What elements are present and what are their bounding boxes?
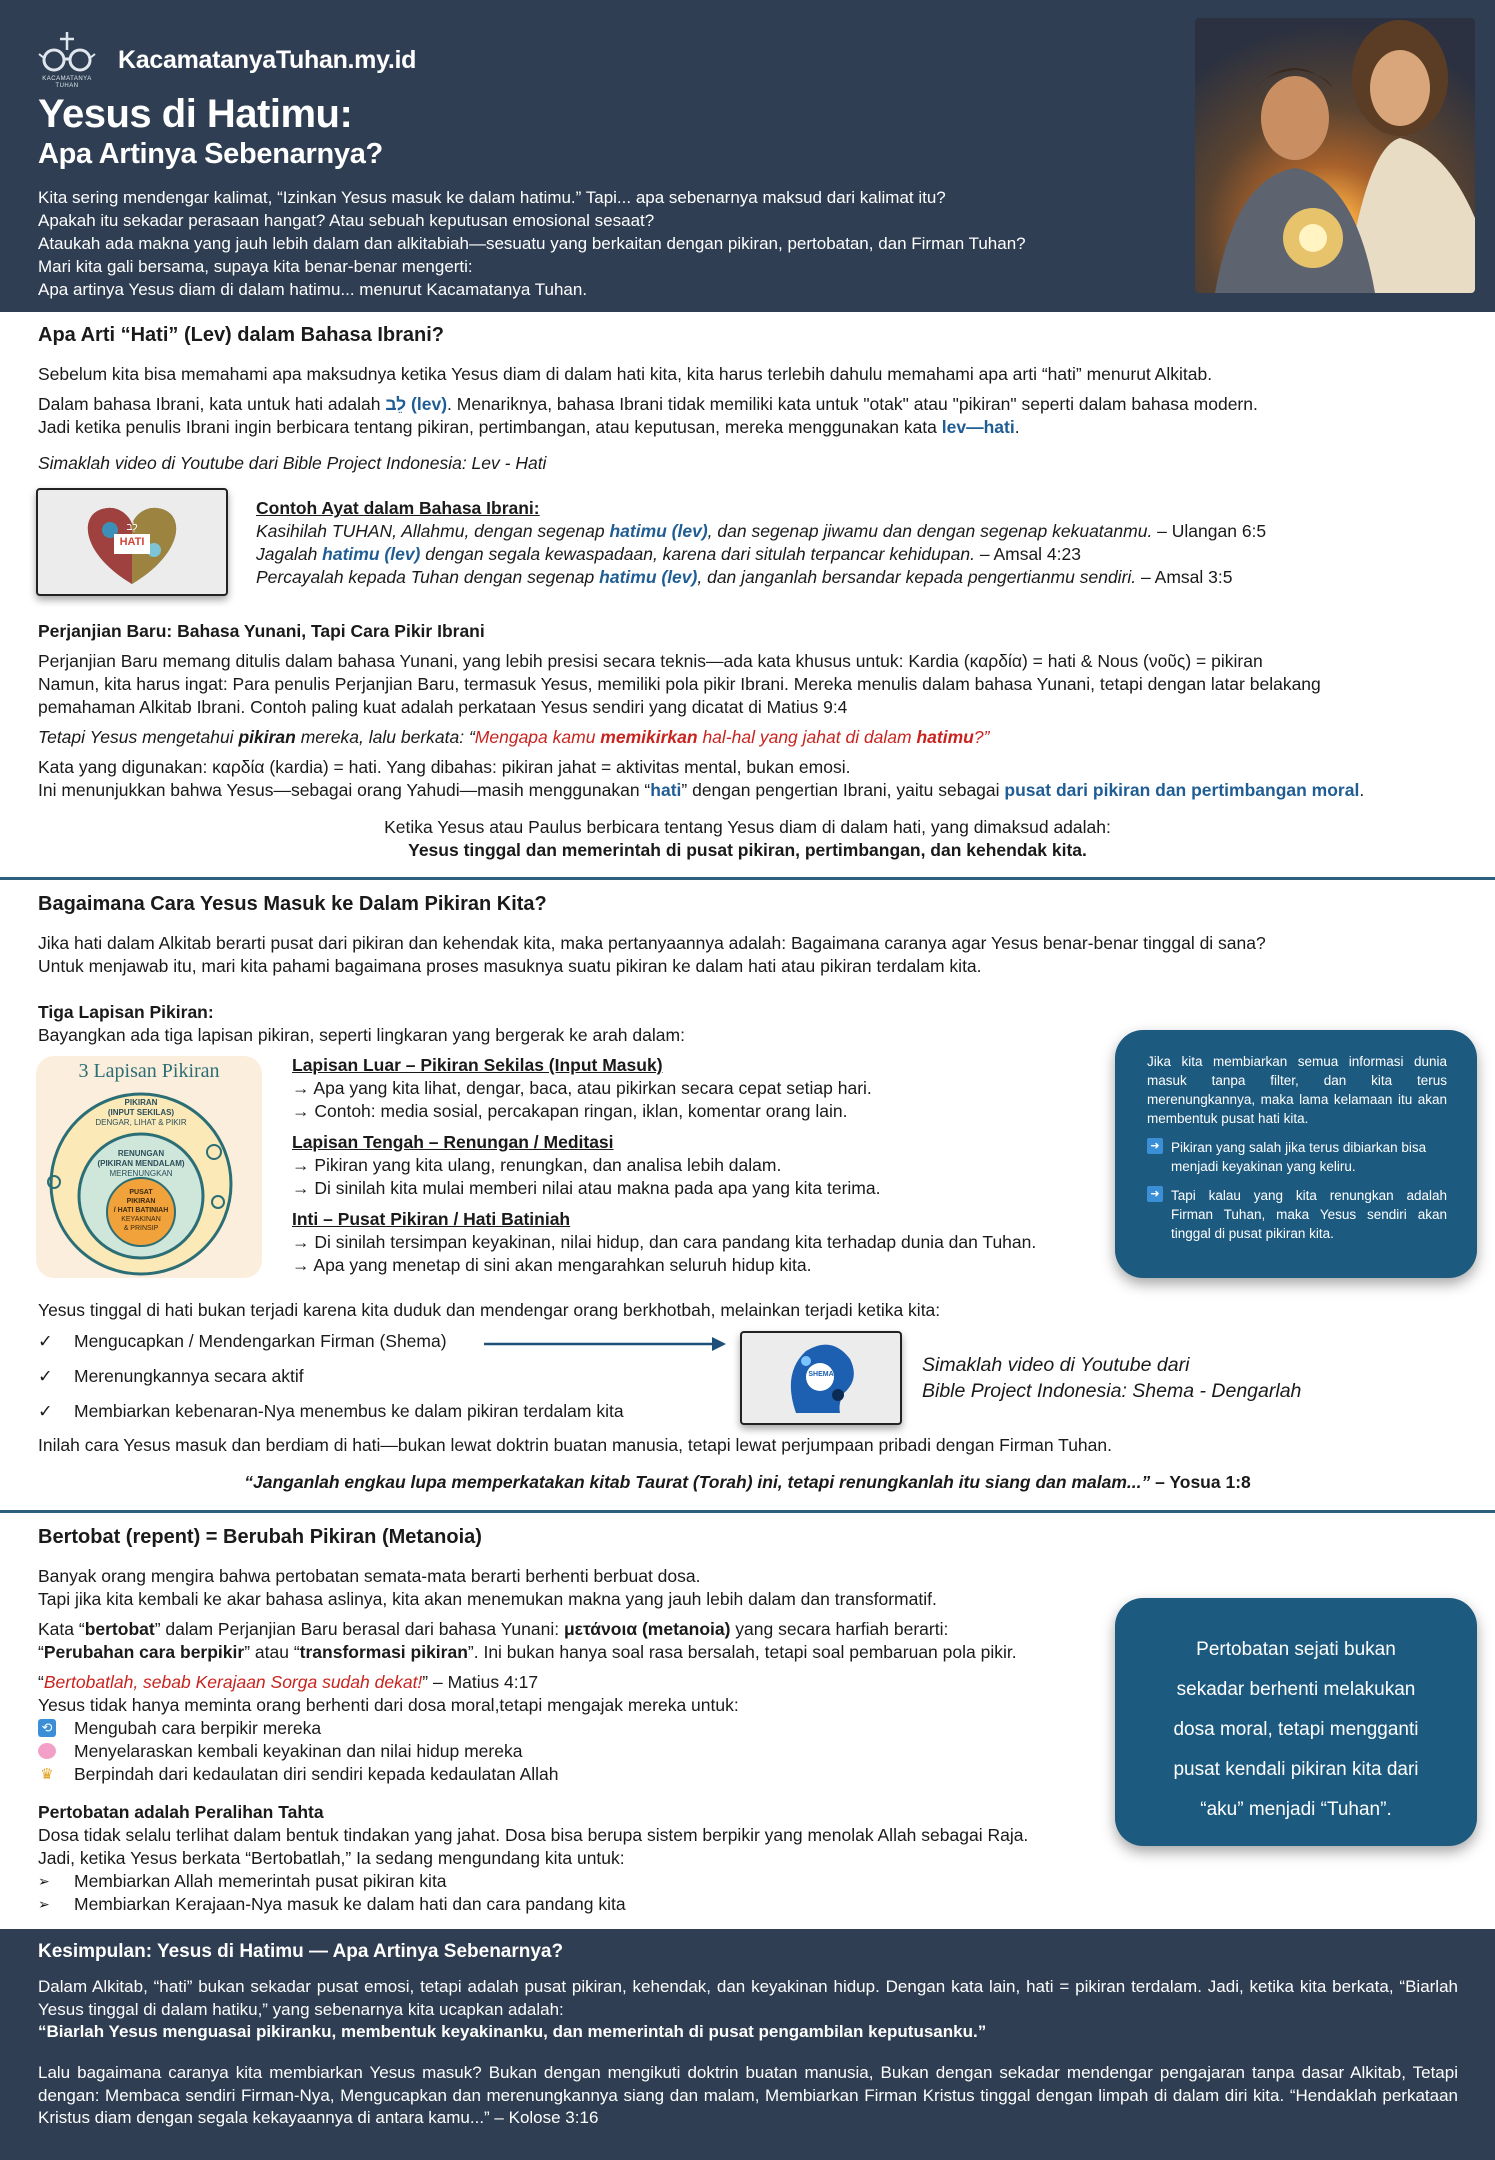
diagram-outer-label xyxy=(91,1098,191,1128)
verse-ref: – Amsal 4:23 xyxy=(974,544,1081,564)
subheading-nt: Perjanjian Baru: Bahasa Yunani, Tapi Cara Pikir Ibrani xyxy=(38,621,485,641)
throne-paragraph xyxy=(38,1824,1118,1870)
nt-paragraph: Perjanjian Baru memang ditulis dalam bahasa Yunani, yang lebih presisi secara teknis—ada kata khusus untuk: Kardia (καρδία) = hati & Nous (νοῦς) = pikiran xyxy=(38,651,1263,671)
list-text: Berpindah dari kedaulatan diri sendiri kepada kedaulatan Allah xyxy=(74,1764,559,1784)
layers-heading: Tiga Lapisan Pikiran: xyxy=(38,1002,214,1022)
arrow-right-icon: ➜ xyxy=(1147,1138,1163,1154)
hero-illustration xyxy=(1195,18,1475,293)
intro-line: Mari kita gali bersama, supaya kita benar-benar mengerti: xyxy=(38,257,473,276)
text-run: “ xyxy=(38,1672,44,1692)
thumbnail-hebrew: לֵב xyxy=(126,522,138,533)
conclusion-paragraph: Dalam Alkitab, “hati” bukan sekadar pusat emosi, tetapi adalah pusat pikiran, kehendak, dan keyakinan hidup. Dengan kata lain, hati = pikiran terdalam. Jadi, ketika kita berkata, “Biarlah Yesus tinggal di dalam hatiku,” yang sebenarnya kita ucapkan adalah: xyxy=(38,1977,1458,2019)
brain-icon xyxy=(38,1743,56,1759)
diagram-text: MERENUNGKAN xyxy=(109,1169,173,1178)
text-run: Perubahan cara berpikir xyxy=(43,1642,245,1662)
diagram-text: DENGAR, LIHAT & PIKIR xyxy=(95,1118,187,1127)
layer-title: Inti – Pusat Pikiran / Hati Batiniah xyxy=(292,1209,571,1229)
layers-list xyxy=(292,1054,1112,1277)
text-run: Ini menunjukkan bahwa Yesus—sebagai orang Yahudi—masih menggunakan “ xyxy=(38,780,651,800)
text-line: Tapi jika kita kembali ke akar bahasa aslinya, kita akan menemukan makna yang jauh lebih dalam dan transformatif. xyxy=(38,1589,937,1609)
text-line: Jadi, ketika Yesus berkata “Bertobatlah,” Ia sedang mengundang kita untuk: xyxy=(38,1848,625,1868)
video-thumbnail-shema[interactable] xyxy=(740,1331,902,1425)
intro-text xyxy=(38,186,1188,301)
layer-detail: → Pikiran yang kita ulang, renungkan, dan analisa lebih dalam. xyxy=(292,1155,782,1175)
text-run: hatimu xyxy=(916,727,974,747)
check-mark-icon: ✓ xyxy=(38,1401,53,1421)
callout-bullet xyxy=(1147,1186,1447,1243)
diagram-text: (PIKIRAN MENDALAM) xyxy=(97,1159,185,1168)
list-text: Menyelaraskan kembali keyakinan dan nilai hidup mereka xyxy=(74,1741,523,1761)
text-run: ”. Ini bukan hanya soal rasa bersalah, tetapi soal pembaruan pola pikir. xyxy=(467,1642,1017,1662)
checklist-text: Mengucapkan / Mendengarkan Firman (Shema) xyxy=(74,1331,447,1351)
video-note-line: Simaklah video di Youtube dari xyxy=(922,1354,1190,1376)
arrowhead-bullet-icon: ➢ xyxy=(38,1896,50,1912)
video-thumbnail-lev[interactable] xyxy=(36,488,228,596)
text-run: Percayalah kepada Tuhan dengan segenap xyxy=(256,567,600,587)
arrowhead-bullet-icon: ➢ xyxy=(38,1873,50,1889)
highlight-hatimu: hatimu (lev) xyxy=(599,567,698,587)
text-run: Bertobatlah, sebab Kerajaan Sorga sudah dekat! xyxy=(43,1672,423,1692)
video-note-lev[interactable]: Simaklah video di Youtube dari Bible Project Indonesia: Lev - Hati xyxy=(38,453,547,473)
text-run: μετάνοια (metanoia) xyxy=(563,1619,731,1639)
diagram-text: RENUNGAN xyxy=(117,1149,165,1158)
conclusion-paragraph: Lalu bagaimana caranya kita membiarkan Yesus masuk? Bukan dengan mengikuti doktrin buatan manusia, Bukan dengan sekadar mendengar pengajaran tanpa dasar Alkitab, Tetapi dengan: Membaca sendiri Firman-Nya, Mengucapkan dan merenungkannya siang dan malam, Membiarkan Firman Kristus tinggal dengan limpah di dalam diri kita. “Hendaklah perkataan Kristus diam dengan segala kekayaannya di antara kamu...” – Kolose 3:16 xyxy=(38,2063,1458,2127)
list-item xyxy=(38,1893,1098,1916)
video-note-line: Bible Project Indonesia: Shema - Dengarlah xyxy=(922,1380,1302,1402)
nt-conclusion-bold: Yesus tinggal dan memerintah di pusat pikiran, pertimbangan, dan kehendak kita. xyxy=(408,840,1087,860)
nt-conclusion: Ketika Yesus atau Paulus berbicara tentang Yesus diam di dalam hati, yang dimaksud adalah: xyxy=(384,817,1111,837)
text-run: ?” xyxy=(973,727,990,747)
repent-paragraph xyxy=(38,1565,1098,1611)
text-run: yang secara harfiah berarti: xyxy=(730,1619,949,1639)
text-run: pikiran xyxy=(238,727,296,747)
verse-ref: – Yosua 1:8 xyxy=(1150,1472,1251,1492)
highlight-hati: hati xyxy=(650,780,682,800)
list-text: Membiarkan Allah memerintah pusat pikiran kita xyxy=(74,1871,447,1891)
section-divider xyxy=(0,1510,1495,1513)
repent-paragraph xyxy=(38,1618,1118,1664)
text-run: Jagalah xyxy=(256,544,323,564)
video-note-shema[interactable] xyxy=(922,1352,1301,1404)
throne-list xyxy=(38,1870,1098,1916)
nt-paragraph xyxy=(38,779,1478,802)
callout-text: Pikiran yang salah jika terus dibiarkan bisa menjadi keyakinan yang keliru. xyxy=(1171,1140,1427,1174)
text-line: Banyak orang mengira bahwa pertobatan semata-mata berarti berhenti berbuat dosa. xyxy=(38,1566,701,1586)
logo-wordmark: KACAMATANYA TUHAN xyxy=(42,76,92,89)
list-item xyxy=(38,1763,1098,1786)
diagram-text: (INPUT SEKILAS) xyxy=(107,1108,175,1117)
text-run: memikirkan xyxy=(600,727,698,747)
lev-paragraph xyxy=(38,416,1458,439)
callout-line: pusat kendali pikiran kita dari xyxy=(1173,1759,1419,1780)
brand-logo xyxy=(36,30,98,92)
text-run: dengan segala kewaspadaan, karena dari situlah terpancar kehidupan. xyxy=(420,544,975,564)
text-run: Kasihilah TUHAN, Allahmu, dengan segenap xyxy=(256,521,610,541)
list-text: Mengubah cara berpikir mereka xyxy=(74,1718,322,1738)
check-mark-icon: ✓ xyxy=(38,1366,53,1386)
repent-list xyxy=(38,1717,1098,1786)
callout-card-mind xyxy=(1115,1030,1477,1278)
shema-head-icon xyxy=(742,1333,900,1423)
verse-text: “Janganlah engkau lupa memperkatakan kitab Taurat (Torah) ini, tetapi renungkanlah itu siang dan malam...” xyxy=(244,1472,1151,1492)
mind-when: Yesus tinggal di hati bukan terjadi karena kita duduk dan mendengar orang berkhotbah, melainkan terjadi ketika kita: xyxy=(38,1300,941,1320)
diagram-text: & PRINSIP xyxy=(123,1225,159,1232)
text-line: Dosa tidak selalu terlihat dalam bentuk tindakan yang jahat. Dosa bisa berupa sistem berpikir yang menolak Allah sebagai Raja. xyxy=(38,1825,1029,1845)
text-run: hal-hal yang jahat di dalam xyxy=(697,727,917,747)
diagram-inner-label xyxy=(101,1188,181,1233)
matius-quote xyxy=(38,726,1458,749)
text-run: transformasi pikiran xyxy=(299,1642,468,1662)
highlight-hatimu: hatimu (lev) xyxy=(322,544,421,564)
list-item xyxy=(38,1717,1098,1740)
crown-icon: ♛ xyxy=(40,1766,54,1783)
lev-paragraph xyxy=(38,393,1458,416)
text-run: ” – Matius 4:17 xyxy=(422,1672,539,1692)
verse-ref: – Amsal 3:5 xyxy=(1136,567,1233,587)
callout-line: dosa moral, tetapi mengganti xyxy=(1173,1719,1419,1740)
layer-detail: → Di sinilah kita mulai memberi nilai atau makna pada apa yang kita terima. xyxy=(292,1178,881,1198)
text-run: Jadi ketika penulis Ibrani ingin berbicara tentang pikiran, pertimbangan, atau keputusan, mereka menggunakan kata xyxy=(38,417,942,437)
diagram-middle-label xyxy=(91,1149,191,1179)
text-run: bertobat xyxy=(84,1619,155,1639)
text-run: Tetapi Yesus mengetahui xyxy=(38,727,239,747)
callout-line: Pertobatan sejati bukan xyxy=(1196,1639,1396,1660)
diagram-text: KEYAKINAN xyxy=(121,1216,161,1223)
list-item xyxy=(38,1740,1098,1763)
mind-paragraph: Jika hati dalam Alkitab berarti pusat dari pikiran dan kehendak kita, maka pertanyaannya adalah: Bagaimana caranya agar Yesus benar-benar tinggal di sana? xyxy=(38,933,1266,953)
diagram-text: PUSAT xyxy=(129,1189,153,1196)
layer-detail: → Di sinilah tersimpan keyakinan, nilai hidup, dan cara pandang kita terhadap dunia dan Tuhan. xyxy=(292,1232,1037,1252)
callout-card-repent xyxy=(1115,1598,1477,1846)
layer-detail: → Contoh: media sosial, percakapan ringan, iklan, komentar orang lain. xyxy=(292,1101,848,1121)
diagram-text: PIKIRAN xyxy=(124,1098,158,1107)
highlight-pusat: pusat dari pikiran dan pertimbangan moral xyxy=(1004,780,1360,800)
layer-title: Lapisan Tengah – Renungan / Meditasi xyxy=(292,1132,614,1152)
highlight-lev: לֵב (lev) xyxy=(385,394,448,414)
list-item xyxy=(38,1870,1098,1893)
intro-line: Apa artinya Yesus diam di dalam hatimu... menurut Kacamatanya Tuhan. xyxy=(38,280,588,299)
highlight-lev-hati: lev—hati xyxy=(941,417,1015,437)
header-banner xyxy=(0,0,1495,312)
three-layers-diagram xyxy=(36,1056,262,1278)
cycle-arrows-icon: ⟲ xyxy=(38,1719,56,1737)
conclusion-footer xyxy=(0,1929,1495,2160)
page-subtitle: Apa Artinya Sebenarnya? xyxy=(38,138,383,170)
callout-text: Jika kita membiarkan semua informasi dunia masuk tanpa filter, dan kita terus merenungkannya, maka lama kelamaan itu akan membentuk pusat hati kita. xyxy=(1147,1054,1447,1126)
arrow-right-icon: ➜ xyxy=(1147,1186,1163,1202)
text-run: “ xyxy=(38,1642,44,1662)
checklist-text: Merenungkannya secara aktif xyxy=(74,1366,304,1386)
text-run: mereka, lalu berkata: “ xyxy=(295,727,475,747)
text-run: Dalam bahasa Ibrani, kata untuk hati adalah xyxy=(38,394,386,414)
nt-paragraph: pemahaman Alkitab Ibrani. Contoh paling kuat adalah perkataan Yesus sendiri yang dicatat di Matius 9:4 xyxy=(38,697,848,717)
verse-example xyxy=(256,566,1456,589)
checklist-item xyxy=(38,1400,738,1435)
section-heading-repent: Bertobat (repent) = Berubah Pikiran (Metanoia) xyxy=(38,1526,482,1548)
nt-paragraph: Kata yang digunakan: καρδία (kardia) = hati. Yang dibahas: pikiran jahat = aktivitas mental, bukan emosi. xyxy=(38,757,851,777)
intro-line: Apakah itu sekadar perasaan hangat? Atau sebuah keputusan emosional sesaat? xyxy=(38,211,655,230)
mind-closing: Inilah cara Yesus masuk dan berdiam di hati—bukan lewat doktrin buatan manusia, tetapi lewat perjumpaan pribadi dengan Firman Tuhan. xyxy=(38,1435,1112,1455)
text-run: ” dalam Perjanjian Baru berasal dari bahasa Yunani: xyxy=(154,1619,564,1639)
text-run: , dan segenap jiwamu dan dengan segenap kekuatanmu. xyxy=(707,521,1153,541)
text-run: ” atau “ xyxy=(244,1642,300,1662)
page-title: Yesus di Hatimu: xyxy=(38,92,353,136)
layer-detail: → Apa yang menetap di sini akan mengarahkan seluruh hidup kita. xyxy=(292,1255,812,1275)
layers-intro: Bayangkan ada tiga lapisan pikiran, seperti lingkaran yang bergerak ke arah dalam: xyxy=(38,1025,685,1045)
text-run: Kata “ xyxy=(38,1619,85,1639)
conclusion-heading: Kesimpulan: Yesus di Hatimu — Apa Artinya Sebenarnya? xyxy=(38,1941,564,1962)
nt-paragraph: Namun, kita harus ingat: Para penulis Perjanjian Baru, termasuk Yesus, memiliki pola pikir Ibrani. Mereka menulis dalam bahasa Yunani, tetapi dengan latar belakang xyxy=(38,674,1321,694)
section-divider xyxy=(0,877,1495,880)
section-heading-lev: Apa Arti “Hati” (Lev) dalam Bahasa Ibrani? xyxy=(38,324,445,346)
diagram-text: PIKIRAN xyxy=(126,1198,156,1205)
throne-heading: Pertobatan adalah Peralihan Tahta xyxy=(38,1802,324,1822)
section-heading-mind: Bagaimana Cara Yesus Masuk ke Dalam Pikiran Kita? xyxy=(38,893,547,915)
yosua-verse xyxy=(0,1471,1495,1494)
matius-4-17-quote xyxy=(38,1671,1098,1694)
list-text: Membiarkan Kerajaan-Nya masuk ke dalam hati dan cara pandang kita xyxy=(74,1894,626,1914)
text-run: , dan janganlah bersandar kepada pengertianmu sendiri. xyxy=(697,567,1137,587)
text-run: ” dengan pengertian Ibrani, yaitu sebagai xyxy=(681,780,1005,800)
callout-line: sekadar berhenti melakukan xyxy=(1176,1679,1416,1700)
lev-paragraph: Sebelum kita bisa memahami apa maksudnya ketika Yesus diam di dalam hati kita, kita harus terlebih dahulu memahami apa arti “hati” menurut Alkitab. xyxy=(38,364,1213,384)
diagram-title: 3 Lapisan Pikiran xyxy=(78,1060,220,1082)
checklist-text: Membiarkan kebenaran-Nya menembus ke dalam pikiran terdalam kita xyxy=(74,1401,624,1421)
layer-detail: → Apa yang kita lihat, dengar, baca, atau pikirkan secara cepat setiap hari. xyxy=(292,1078,872,1098)
callout-bullet xyxy=(1147,1138,1447,1176)
highlight-hatimu: hatimu (lev) xyxy=(609,521,708,541)
verse-example xyxy=(256,543,1456,566)
mind-paragraph: Untuk menjawab itu, mari kita pahami bagaimana proses masuknya suatu pikiran ke dalam hati atau pikiran terdalam kita. xyxy=(38,956,982,976)
thumbnail-label: HATI xyxy=(119,536,145,548)
text-run: Mengapa kamu xyxy=(474,727,601,747)
repent-paragraph: Yesus tidak hanya meminta orang berhenti dari dosa moral,tetapi mengajak mereka untuk: xyxy=(38,1695,739,1715)
text-run: . xyxy=(1359,780,1365,800)
thumbnail-label: SHEMA xyxy=(808,1371,834,1378)
callout-text: Tapi kalau yang kita renungkan adalah Firman Tuhan, maka Yesus sendiri akan tinggal di pusat pikiran kita. xyxy=(1171,1188,1447,1241)
arrow-connector-icon xyxy=(482,1334,728,1354)
verse-ref: – Ulangan 6:5 xyxy=(1152,521,1267,541)
diagram-text: / HATI BATINIAH xyxy=(113,1207,169,1214)
examples-heading: Contoh Ayat dalam Bahasa Ibrani: xyxy=(256,498,540,518)
verse-example xyxy=(256,520,1456,543)
checklist-item xyxy=(38,1365,738,1400)
text-run: . Menariknya, bahasa Ibrani tidak memiliki kata untuk "otak" atau "pikiran" seperti dalam bahasa modern. xyxy=(447,394,1258,414)
intro-line: Kita sering mendengar kalimat, “Izinkan Yesus masuk ke dalam hatimu.” Tapi... apa sebenarnya maksud dari kalimat itu? xyxy=(38,188,946,207)
check-mark-icon: ✓ xyxy=(38,1331,53,1351)
callout-line: “aku” menjadi “Tuhan”. xyxy=(1200,1799,1392,1820)
text-run: . xyxy=(1014,417,1020,437)
brand-name[interactable]: KacamatanyaTuhan.my.id xyxy=(118,46,417,74)
layer-title: Lapisan Luar – Pikiran Sekilas (Input Masuk) xyxy=(292,1055,663,1075)
conclusion-bold: “Biarlah Yesus menguasai pikiranku, membentuk keyakinanku, dan memerintah di pusat pengambilan keputusanku.” xyxy=(38,2022,987,2041)
intro-line: Ataukah ada makna yang jauh lebih dalam dan alkitabiah—sesuatu yang berkaitan dengan pikiran, pertobatan, dan Firman Tuhan? xyxy=(38,234,1026,253)
